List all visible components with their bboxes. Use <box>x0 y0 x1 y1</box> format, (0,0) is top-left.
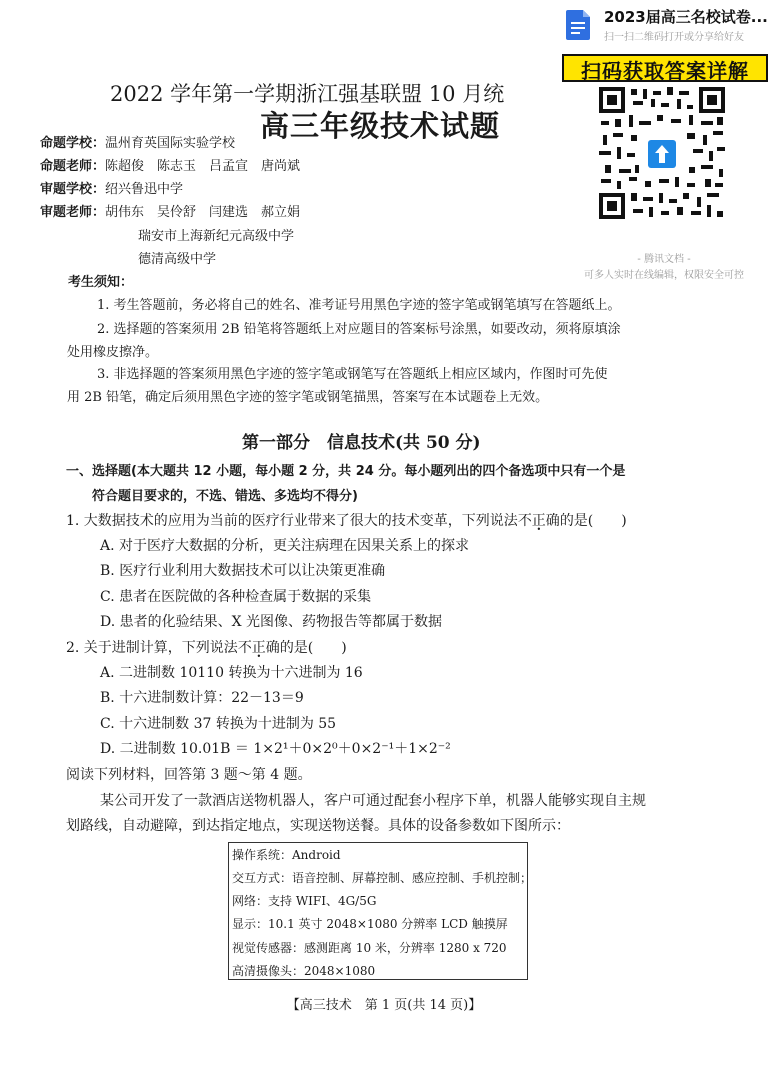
question-2-option-c: C. 十六进制数 37 转换为十进制为 55 <box>100 716 337 732</box>
question-1-option-a: A. 对于医疗大数据的分析，更关注病理在因果关系上的探求 <box>100 538 470 554</box>
meta-extra-school-2: 德清高级中学 <box>138 252 217 267</box>
section-instruction-1: 一、选择题(本大题共 12 小题，每小题 2 分，共 24 分。每小题列出的四个备选项中只有一个是 <box>66 464 626 479</box>
question-1-emphasis: 不正确 <box>517 513 560 529</box>
material-intro: 阅读下列材料，回答第 3 题～第 4 题。 <box>66 767 312 783</box>
meta-teachers-value: 陈超俊 陈志玉 吕孟宣 唐尚斌 <box>105 159 301 174</box>
notice-line-3b: 用 2B 铅笔，确定后须用黑色字迹的签字笔或钢笔描黑，答案写在本试题卷上无效。 <box>67 390 549 405</box>
question-2-option-d: D. 二进制数 10.01B ＝ 1×2¹＋0×2⁰＋0×2⁻¹＋1×2⁻² <box>100 741 451 757</box>
meta-teachers-label: 命题老师： <box>40 159 106 174</box>
meta-school-value: 温州育英国际实验学校 <box>105 136 236 151</box>
question-1-stem-a: 1. 大数据技术的应用为当前的医疗行业带来了很大的技术变革，下列说法 <box>66 513 518 529</box>
question-1-option-c: C. 患者在医院做的各种检查属于数据的采集 <box>100 589 372 605</box>
qr-caption-brand: - 腾讯文档 - <box>637 254 691 265</box>
meta-reviewers-value: 胡伟东 吴伶舒 闫建选 郝立娟 <box>105 205 301 220</box>
notice-line-3a: 3. 非选择题的答案须用黑色字迹的签字笔或钢笔写在答题纸上相应区域内，作图时可先使 <box>97 367 608 382</box>
exam-subtitle: 高三年级技术试题 <box>260 109 501 143</box>
section-instruction-2: 符合题目要求的，不选、错选、多选均不得分) <box>92 489 358 504</box>
promo-subtitle: 扫一扫二维码打开或分享给好友 <box>604 32 744 43</box>
spec-line: 交互方式：语音控制、屏幕控制、感应控制、手机控制； <box>232 871 533 885</box>
question-1-stem-c: 的是( ) <box>559 513 627 529</box>
question-2-stem-a: 2. 关于进制计算，下列说法 <box>66 640 238 656</box>
spec-line: 操作系统：Android <box>232 848 341 862</box>
notice-heading: 考生须知： <box>68 275 134 290</box>
question-1-option-b: B. 医疗行业利用大数据技术可以让决策更准确 <box>100 563 386 579</box>
question-2-option-a: A. 二进制数 10110 转换为十六进制为 16 <box>100 665 363 681</box>
meta-school <box>40 132 235 151</box>
material-paragraph-2: 划路线，自动避障，到达指定地点，实现送物送餐。具体的设备参数如下图所示： <box>66 818 570 834</box>
document-icon <box>566 10 590 40</box>
question-2-stem <box>66 637 347 657</box>
meta-review-school-label: 审题学校： <box>40 182 106 197</box>
notice-line-2b: 处用橡皮擦净。 <box>67 345 159 360</box>
qr-caption-note: 可多人实时在线编辑，权限安全可控 <box>584 270 744 281</box>
spec-line: 视觉传感器：感测距离 10 米，分辨率 1280 x 720 <box>232 941 507 955</box>
question-2-option-b: B. 十六进制数计算：22－13＝9 <box>100 690 304 706</box>
spec-line: 高清摄像头：2048×1080 <box>232 964 376 978</box>
question-1-option-d: D. 患者的化验结果、X 光图像、药物报告等都属于数据 <box>100 614 443 630</box>
question-2-stem-c: 的是( ) <box>279 640 347 656</box>
material-paragraph-1: 某公司开发了一款酒店送物机器人，客户可通过配套小程序下单，机器人能够实现自主规 <box>100 793 646 809</box>
meta-reviewers-label: 审题老师： <box>40 205 106 220</box>
notice-line-2a: 2. 选择题的答案须用 2B 铅笔将答题纸上对应题目的答案标号涂黑，如要改动，须将原填涂 <box>97 322 621 337</box>
meta-teachers <box>40 155 300 174</box>
exam-title: 2022 学年第一学期浙江强基联盟 10 月统 <box>110 82 505 106</box>
meta-review-school <box>40 178 183 197</box>
meta-reviewers <box>40 201 300 220</box>
question-2-emphasis: 不正确 <box>237 640 280 656</box>
meta-extra-school-1: 瑞安市上海新纪元高级中学 <box>138 229 295 244</box>
promo-title[interactable]: 2023届高三名校试卷... <box>604 8 768 26</box>
spec-line: 显示：10.1 英寸 2048×1080 分辨率 LCD 触摸屏 <box>232 917 508 931</box>
meta-review-school-value: 绍兴鲁迅中学 <box>105 182 184 197</box>
meta-school-label: 命题学校： <box>40 136 106 151</box>
qr-code[interactable] <box>597 85 727 221</box>
section-title: 第一部分 信息技术(共 50 分) <box>242 433 481 453</box>
question-1-stem <box>66 510 627 530</box>
page-footer: 【高三技术 第 1 页(共 14 页)】 <box>286 998 482 1013</box>
answer-banner-text[interactable]: 扫码获取答案详解 <box>581 59 749 83</box>
notice-line-1: 1. 考生答题前，务必将自己的姓名、准考证号用黑色字迹的签字笔或钢笔填写在答题纸上。 <box>97 298 621 313</box>
spec-line: 网络：支持 WIFI、4G/5G <box>232 894 377 908</box>
